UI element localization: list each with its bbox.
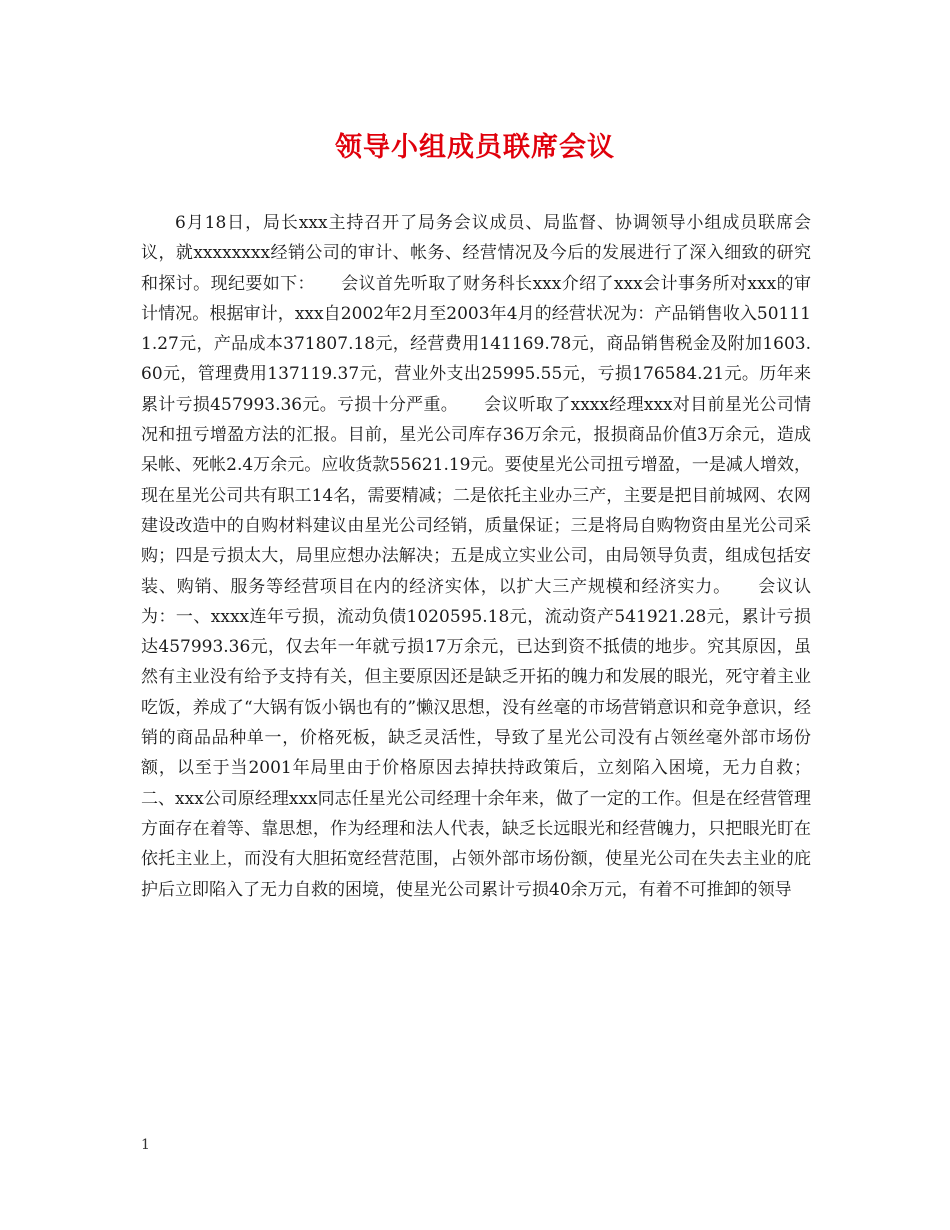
- document-title: 领导小组成员联席会议: [335, 132, 615, 163]
- document-body: 6月18日，局长xxx主持召开了局务会议成员、局监督、协调领导小组成员联席会议，就xxxxxxxx经销公司的审计、帐务、经营情况及今后的发展进行了深入细致的研究和探讨。现纪要如下： 会议首先听取了财务科长xxx介绍了xxx会计事务所对xxx的审计情况。根据审计，xxx自2002年2月至2003年4月的经营状况为：产品销售收入501111.27元，产品成本371807.18元，经营费用141169.78元，商品销售税金及附加1603.60元，管理费用137119.37元，营业外支出25995.55元，亏损176584.21元。历年来累计亏损457993.36元。亏损十分严重。 会议听取了xxxx经理xxx对目前星光公司情况和扭亏增盈方法的汇报。目前，星光公司库存36万余元，报损商品价值3万余元，造成呆帐、死帐2.4万余元。应收货款55621.19元。要使星光公司扭亏增盈，一是减人增效，现在星光公司共有职工14名，需要精减；二是依托主业办三产，主要是把目前城网、农网建设改造中的自购材料建议由星光公司经销，质量保证；三是将局自购物资由星光公司采购；四是亏损太大，局里应想办法解决；五是成立实业公司，由局领导负责，组成包括安装、购销、服务等经营项目在内的经济实体，以扩大三产规模和经济实力。 会议认为：一、xxxx连年亏损，流动负债1020595.18元，流动资产541921.28元，累计亏损达457993.36元，仅去年一年就亏损17万余元，已达到资不抵债的地步。究其原因，虽然有主业没有给予支持有关，但主要原因还是缺乏开拓的魄力和发展的眼光，死守着主业吃饭，养成了“大锅有饭小锅也有的”懒汉思想，没有丝毫的市场营销意识和竞争意识，经销的商品品种单一，价格死板，缺乏灵活性，导致了星光公司没有占领丝毫外部市场份额，以至于当2001年局里由于价格原因去掉扶持政策后，立刻陷入困境，无力自救；二、xxx公司原经理xxx同志任星光公司经理十余年来，做了一定的工作。但是在经营管理方面存在着等、靠思想，作为经理和法人代表，缺乏长远眼光和经营魄力，只把眼光盯在依托主业上，而没有大胆拓宽经营范围，占领外部市场份额，使星光公司在失去主业的庇护后立即陷入了无力自救的困境，使星光公司累计亏损40余万元，有着不可推卸的领导: [141, 213, 811, 900]
- page-number: 1: [141, 1137, 150, 1153]
